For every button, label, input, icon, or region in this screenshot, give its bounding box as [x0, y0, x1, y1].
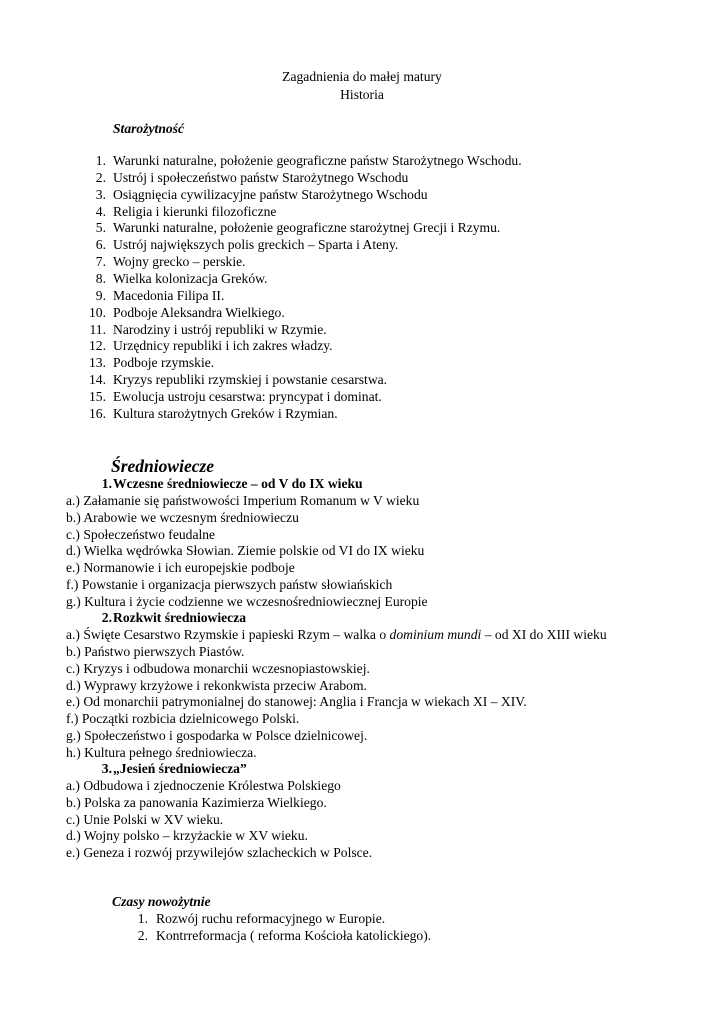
- section-title-middle-ages: Średniowiecze: [111, 456, 215, 476]
- section-title-modern: Czasy nowożytnie: [112, 894, 211, 909]
- list-item-number: 4.: [95, 204, 106, 219]
- list-item-italic-term: dominium mundi: [389, 627, 482, 642]
- list-item: c.) Unie Polski w XV wieku.: [66, 812, 224, 827]
- subsection-title-high: Rozkwit średniowiecza: [113, 610, 247, 625]
- list-item-number: 1.: [137, 911, 148, 926]
- list-item-number: 3.: [95, 187, 106, 202]
- list-item: f.) Powstanie i organizacja pierwszych państw słowiańskich: [66, 577, 393, 592]
- list-item-number: 5.: [95, 220, 106, 235]
- list-item-number: 13.: [89, 355, 106, 370]
- list-item-number: 2.: [95, 170, 106, 185]
- list-item: a.) Załamanie się państwowości Imperium Romanum w V wieku: [66, 493, 420, 508]
- list-item: f.) Początki rozbicia dzielnicowego Polski.: [66, 711, 300, 726]
- list-item: Wojny grecko – perskie.: [113, 254, 246, 269]
- list-item: Rozwój ruchu reformacyjnego w Europie.: [156, 911, 386, 926]
- list-item: d.) Wielka wędrówka Słowian. Ziemie polskie od VI do IX wieku: [66, 543, 425, 558]
- list-item: h.) Kultura pełnego średniowiecza.: [66, 745, 257, 760]
- list-item-number: 8.: [95, 271, 106, 286]
- section-title-antiquity: Starożytność: [113, 121, 185, 136]
- list-item: Ustrój i społeczeństwo państw Starożytnego Wschodu: [113, 170, 409, 185]
- list-item: Religia i kierunki filozoficzne: [113, 204, 277, 219]
- list-item: Ewolucja ustroju cesarstwa: pryncypat i dominat.: [113, 389, 382, 404]
- list-item-number: 14.: [89, 372, 106, 387]
- subsection-number: 2.: [101, 610, 112, 625]
- list-item: g.) Społeczeństwo i gospodarka w Polsce dzielnicowej.: [66, 728, 368, 743]
- list-item-text: – od XI do XIII wieku: [481, 627, 607, 642]
- list-item: Podboje rzymskie.: [113, 355, 215, 370]
- list-item: Osiągnięcia cywilizacyjne państw Starożytnego Wschodu: [113, 187, 428, 202]
- list-item: Wielka kolonizacja Greków.: [113, 271, 268, 286]
- list-item: d.) Wojny polsko – krzyżackie w XV wieku.: [66, 828, 308, 843]
- list-item: d.) Wyprawy krzyżowe i rekonkwista przeciw Arabom.: [66, 678, 367, 693]
- list-item-number: 11.: [89, 322, 106, 337]
- list-item: Urzędnicy republiki i ich zakres władzy.: [113, 338, 333, 353]
- list-item: b.) Polska za panowania Kazimierza Wielkiego.: [66, 795, 327, 810]
- list-item-number: 6.: [95, 237, 106, 252]
- list-item: [66, 626, 607, 643]
- list-item: Warunki naturalne, położenie geograficzne starożytnej Grecji i Rzymu.: [113, 220, 501, 235]
- list-item-number: 15.: [89, 389, 106, 404]
- list-item: Macedonia Filipa II.: [113, 288, 225, 303]
- subsection-number: 3.: [101, 761, 112, 776]
- list-item: b.) Państwo pierwszych Piastów.: [66, 644, 245, 659]
- list-item: Ustrój największych polis greckich – Sparta i Ateny.: [113, 237, 399, 252]
- list-item: e.) Geneza i rozwój przywilejów szlacheckich w Polsce.: [66, 845, 373, 860]
- list-item: b.) Arabowie we wczesnym średniowieczu: [66, 510, 299, 525]
- subsection-number: 1.: [101, 476, 112, 491]
- list-item-text: a.) Święte Cesarstwo Rzymskie i papieski Rzym – walka o: [66, 627, 390, 642]
- list-item: e.) Normanowie i ich europejskie podboje: [66, 560, 295, 575]
- list-item: c.) Społeczeństwo feudalne: [66, 527, 216, 542]
- list-item: Kultura starożytnych Greków i Rzymian.: [113, 406, 338, 421]
- list-item: Podboje Aleksandra Wielkiego.: [113, 305, 285, 320]
- list-item: Narodziny i ustrój republiki w Rzymie.: [113, 322, 327, 337]
- list-item: c.) Kryzys i odbudowa monarchii wczesnopiastowskiej.: [66, 661, 370, 676]
- list-item: Kontrreformacja ( reforma Kościoła katolickiego).: [156, 928, 432, 943]
- subsection-title-early: Wczesne średniowiecze – od V do IX wieku: [113, 476, 363, 491]
- list-item-number: 2.: [137, 928, 148, 943]
- subsection-title-late: „Jesień średniowiecza”: [113, 761, 247, 776]
- document-title: Zagadnienia do małej matury: [282, 69, 442, 84]
- list-item: Kryzys republiki rzymskiej i powstanie cesarstwa.: [113, 372, 388, 387]
- list-item-number: 12.: [89, 338, 106, 353]
- list-item-number: 7.: [95, 254, 106, 269]
- list-item: a.) Odbudowa i zjednoczenie Królestwa Polskiego: [66, 778, 341, 793]
- list-item-number: 16.: [89, 406, 106, 421]
- list-item-number: 10.: [89, 305, 106, 320]
- list-item: g.) Kultura i życie codzienne we wczesnośredniowiecznej Europie: [66, 594, 428, 609]
- document-subtitle: Historia: [340, 87, 384, 102]
- list-item: e.) Od monarchii patrymonialnej do stanowej: Anglia i Francja w wiekach XI – XIV.: [66, 694, 527, 709]
- list-item-number: 9.: [95, 288, 106, 303]
- list-item-number: 1.: [95, 153, 106, 168]
- list-item: Warunki naturalne, położenie geograficzne państw Starożytnego Wschodu.: [113, 153, 522, 168]
